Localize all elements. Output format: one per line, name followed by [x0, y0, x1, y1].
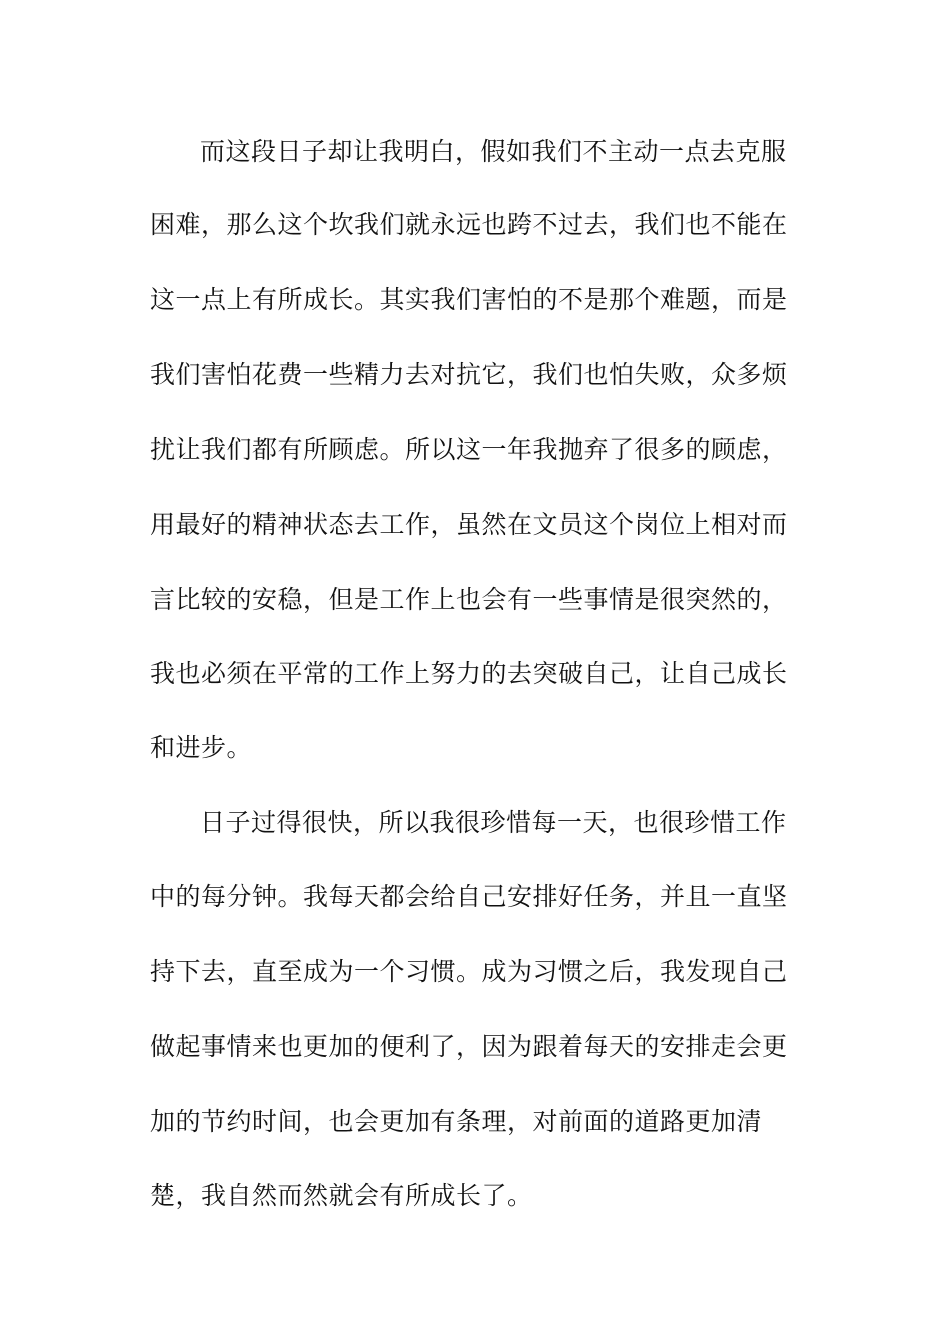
paragraph-1-line-8: 我也必须在平常的工作上努力的去突破自己，让自己成长: [150, 659, 788, 688]
paragraph-2-line-6: 楚，我自然而然就会有所成长了。: [150, 1181, 533, 1210]
paragraph-2-line-3: 持下去，直至成为一个习惯。成为习惯之后，我发现自己: [150, 957, 788, 986]
paragraph-1-line-6: 用最好的精神状态去工作，虽然在文员这个岗位上相对而: [150, 510, 788, 539]
paragraph-2-line-5: 加的节约时间，也会更加有条理，对前面的道路更加清: [150, 1107, 763, 1136]
paragraph-1-line-5: 扰让我们都有所顾虑。所以这一年我抛弃了很多的顾虑，: [150, 435, 788, 464]
paragraph-1-line-9: 和进步。: [150, 733, 253, 762]
paragraph-2-line-2: 中的每分钟。我每天都会给自己安排好任务，并且一直坚: [150, 882, 788, 911]
paragraph-1-line-7: 言比较的安稳，但是工作上也会有一些事情是很突然的，: [150, 585, 788, 614]
paragraph-1-line-3: 这一点上有所成长。其实我们害怕的不是那个难题，而是: [150, 285, 788, 314]
paragraph-2-line-1: 日子过得很快，所以我很珍惜每一天，也很珍惜工作: [200, 808, 787, 837]
paragraph-2-line-4: 做起事情来也更加的便利了，因为跟着每天的安排走会更: [150, 1032, 788, 1061]
paragraph-1-line-4: 我们害怕花费一些精力去对抗它，我们也怕失败，众多烦: [150, 360, 788, 389]
paragraph-1-line-2: 困难，那么这个坎我们就永远也跨不过去，我们也不能在: [150, 210, 788, 239]
paragraph-1-line-1: 而这段日子却让我明白，假如我们不主动一点去克服: [200, 137, 787, 166]
